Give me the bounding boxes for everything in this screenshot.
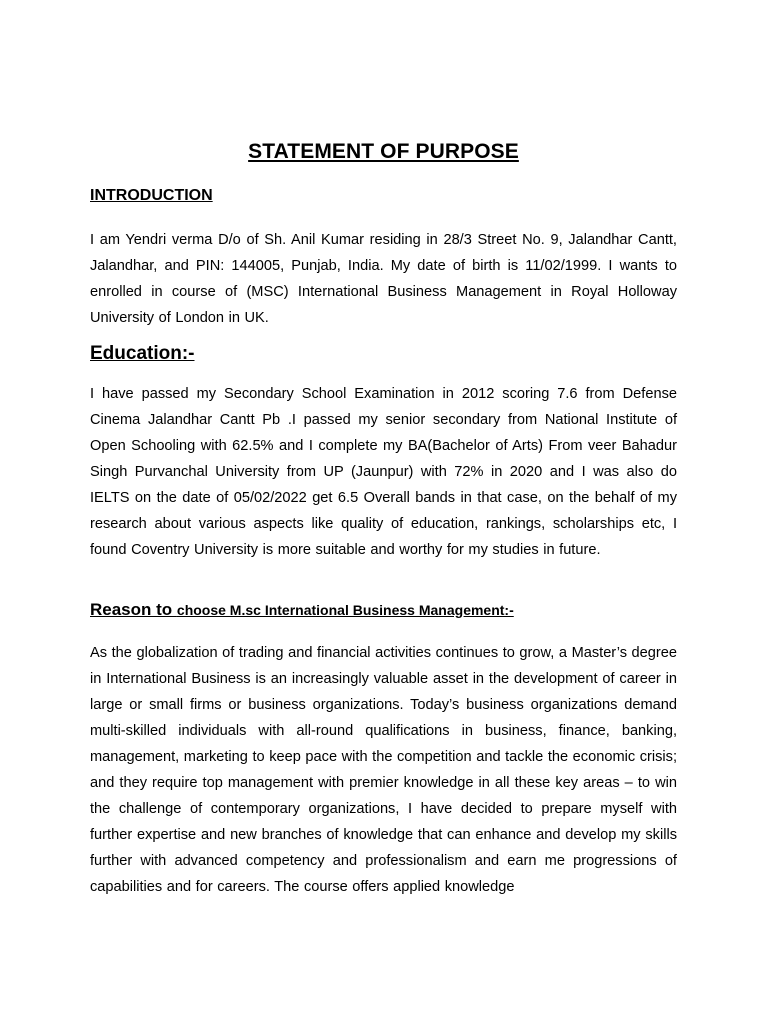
- document-title: STATEMENT OF PURPOSE: [248, 140, 519, 163]
- education-paragraph: I have passed my Secondary School Examination in 2012 scoring 7.6 from Defense Cinema Jalandhar Cantt Pb .I passed my senior secondary from National Institute of Open Schooling with 62.5% and I complete my BA(Bachelor of Arts) From veer Bahadur Singh Purvanchal University from UP (Jaunpur) with 72% in 2020 and I was also do IELTS on the date of 05/02/2022 get 6.5 Overall bands in that case, on the behalf of my research about various aspects like quality of education, rankings, scholarships etc, I found Coventry University is more suitable and worthy for my studies in future.: [90, 386, 677, 558]
- document-page: [90, 0, 677, 1024]
- introduction-paragraph: I am Yendri verma D/o of Sh. Anil Kumar residing in 28/3 Street No. 9, Jalandhar Cantt, Jalandhar, and PIN: 144005, Punjab, India. My date of birth is 11/02/1999. I wants to enrolled in course of (MSC) International Business Management in Royal Holloway University of London in UK.: [90, 232, 677, 326]
- reason-paragraph: As the globalization of trading and financial activities continues to grow, a Master’s degree in International Business is an increasingly valuable asset in the development of career in large or small firms or business organizations. Today’s business organizations demand multi-skilled individuals with all-round qualifications in business, finance, banking, management, marketing to keep pace with the competition and tackle the economic crisis; and they require top management with premier knowledge in all these key areas – to win the challenge of contemporary organizations, I have decided to prepare myself with further expertise and new branches of knowledge that can enhance and develop my skills further with advanced competency and professionalism and earn me progressions of capabilities and for careers. The course offers applied knowledge: [90, 645, 677, 895]
- reason-heading-lead: Reason to: [90, 600, 177, 619]
- section-heading-introduction: INTRODUCTION: [90, 187, 213, 204]
- section-heading-education: Education:-: [90, 343, 195, 364]
- section-heading-reason: [90, 600, 514, 620]
- reason-heading-rest: choose M.sc International Business Management:-: [176, 602, 514, 618]
